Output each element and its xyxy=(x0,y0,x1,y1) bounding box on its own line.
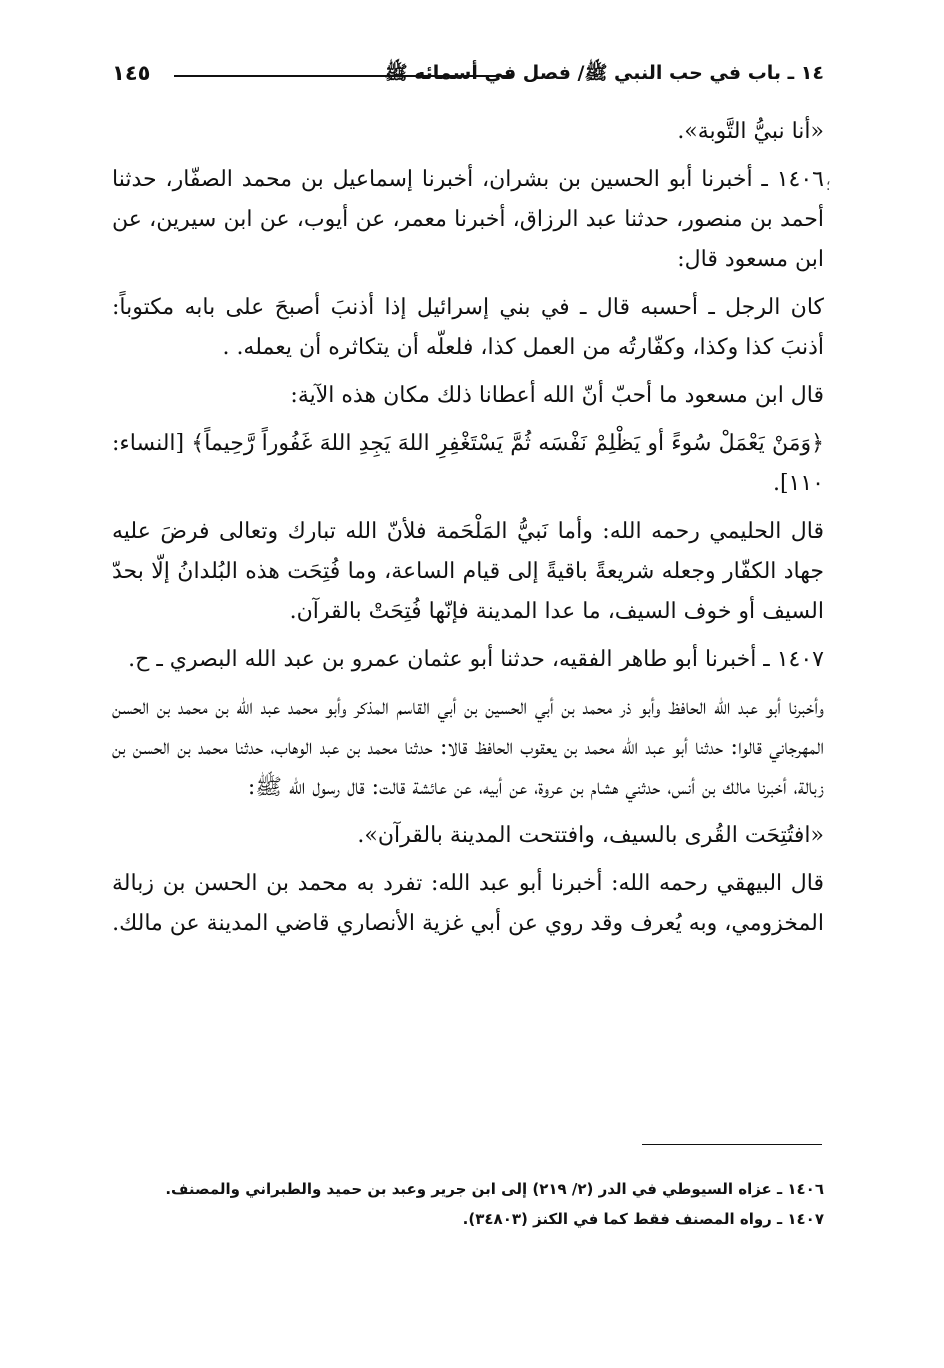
hadith-1407-isnad: ١٤٠٧ ـ أخبرنا أبو طاهر الفقيه، حدثنا أبو عثمان عمرو بن عبد الله البصري ـ ح. xyxy=(128,647,824,672)
footnote-1406: ١٤٠٦ ـ عزاه السيوطي في الدر (٢/ ٢١٩) إلى ابن جرير وعبد بن حميد والطبراني والمصنف. xyxy=(165,1180,824,1198)
footnotes xyxy=(120,1174,824,1234)
header-rule xyxy=(174,75,512,77)
margin-mark: ؛ xyxy=(826,178,831,194)
hadith-1407-matn: «افتُتِحَت القُرى بالسيف، وافتتحت المدينة بالقرآن». xyxy=(357,823,824,848)
quran-verse: ﴿وَمَنْ يَعْمَلْ سُوءً أو يَظْلِمْ نَفْسَه ثُمَّ يَسْتَغْفِرِ اللهَ يَجِدِ اللهَ غَفُوراً رَّحِيماً﴾ [النساء: ١١٠]. xyxy=(112,431,824,496)
running-header xyxy=(112,58,824,94)
hadith-1406-isnad: ١٤٠٦ ـ أخبرنا أبو الحسين بن بشران، أخبرنا إسماعيل بن محمد الصفّار، حدثنا أحمد بن منصور، حدثنا عبد الرزاق، أخبرنا معمر، عن أيوب، عن ابن سيرين، عن ابن مسعود قال: xyxy=(112,167,824,272)
main-text xyxy=(112,112,824,952)
page-number: ١٤٥ xyxy=(112,61,151,85)
hadith-quote: «أنا نبيُّ التَّوبة». xyxy=(677,119,824,144)
hadith-1406-matn: كان الرجل ـ أحسبه قال ـ في بني إسرائيل إذا أذنبَ أصبحَ على بابه مكتوباً: أذنبَ كذا وكذا، وكفّارتُه من العمل كذا، فلعلّه أن يتكاثره أن يعمله. . xyxy=(112,295,824,360)
bayhaqi-comment: قال البيهقي رحمه الله: أخبرنا أبو عبد الله: تفرد به محمد بن الحسن بن زبالة المخزومي، وبه يُعرف وقد روي عن أبي غزية الأنصاري قاضي المدينة عن مالك. xyxy=(112,871,824,936)
footnote-separator xyxy=(642,1144,822,1145)
halimi-comment: قال الحليمي رحمه الله: وأما نَبيُّ المَلْحَمة فلأنّ الله تبارك وتعالى فرضَ عليه جهاد الكفّار وجعله شريعةً باقيةً إلى قيام الساعة، وما فُتِحَت هذه البُلدانُ إلّا بحدّ السيف أو خوف السيف، ما عدا المدينة فإنّها فُتِحَتْ بالقرآن. xyxy=(112,519,824,624)
footnote-1407: ١٤٠٧ ـ رواه المصنف فقط كما في الكنز (٣٤٨٠٣). xyxy=(462,1210,824,1228)
ibn-masud-comment: قال ابن مسعود ما أحبّ أنّ الله أعطانا ذلك مكان هذه الآية: xyxy=(290,383,824,408)
chapter-title: ١٤ ـ باب في حب النبي ﷺ/ فصل في أسمائه ﷺ xyxy=(384,62,824,84)
hadith-1407-second-isnad: وأخبرنا أبو عبد الله الحافظ وأبو ذر محمد بن أبي الحسين بن أبي القاسم المذكر وأبو محمد عبد الله بن محمد بن الحسن المهرجاني قالوا: حدثنا أبو عبد الله محمد بن يعقوب الحافظ قالا: حدثنا محمد بن عبد الوهاب، حدثنا محمد بن الحسن بن زبالة، أخبرنا مالك بن أنس، حدثني هشام بن عروة، عن أبيه، عن عائشة قالت: قال رسول الله ﷺ: xyxy=(112,695,824,800)
